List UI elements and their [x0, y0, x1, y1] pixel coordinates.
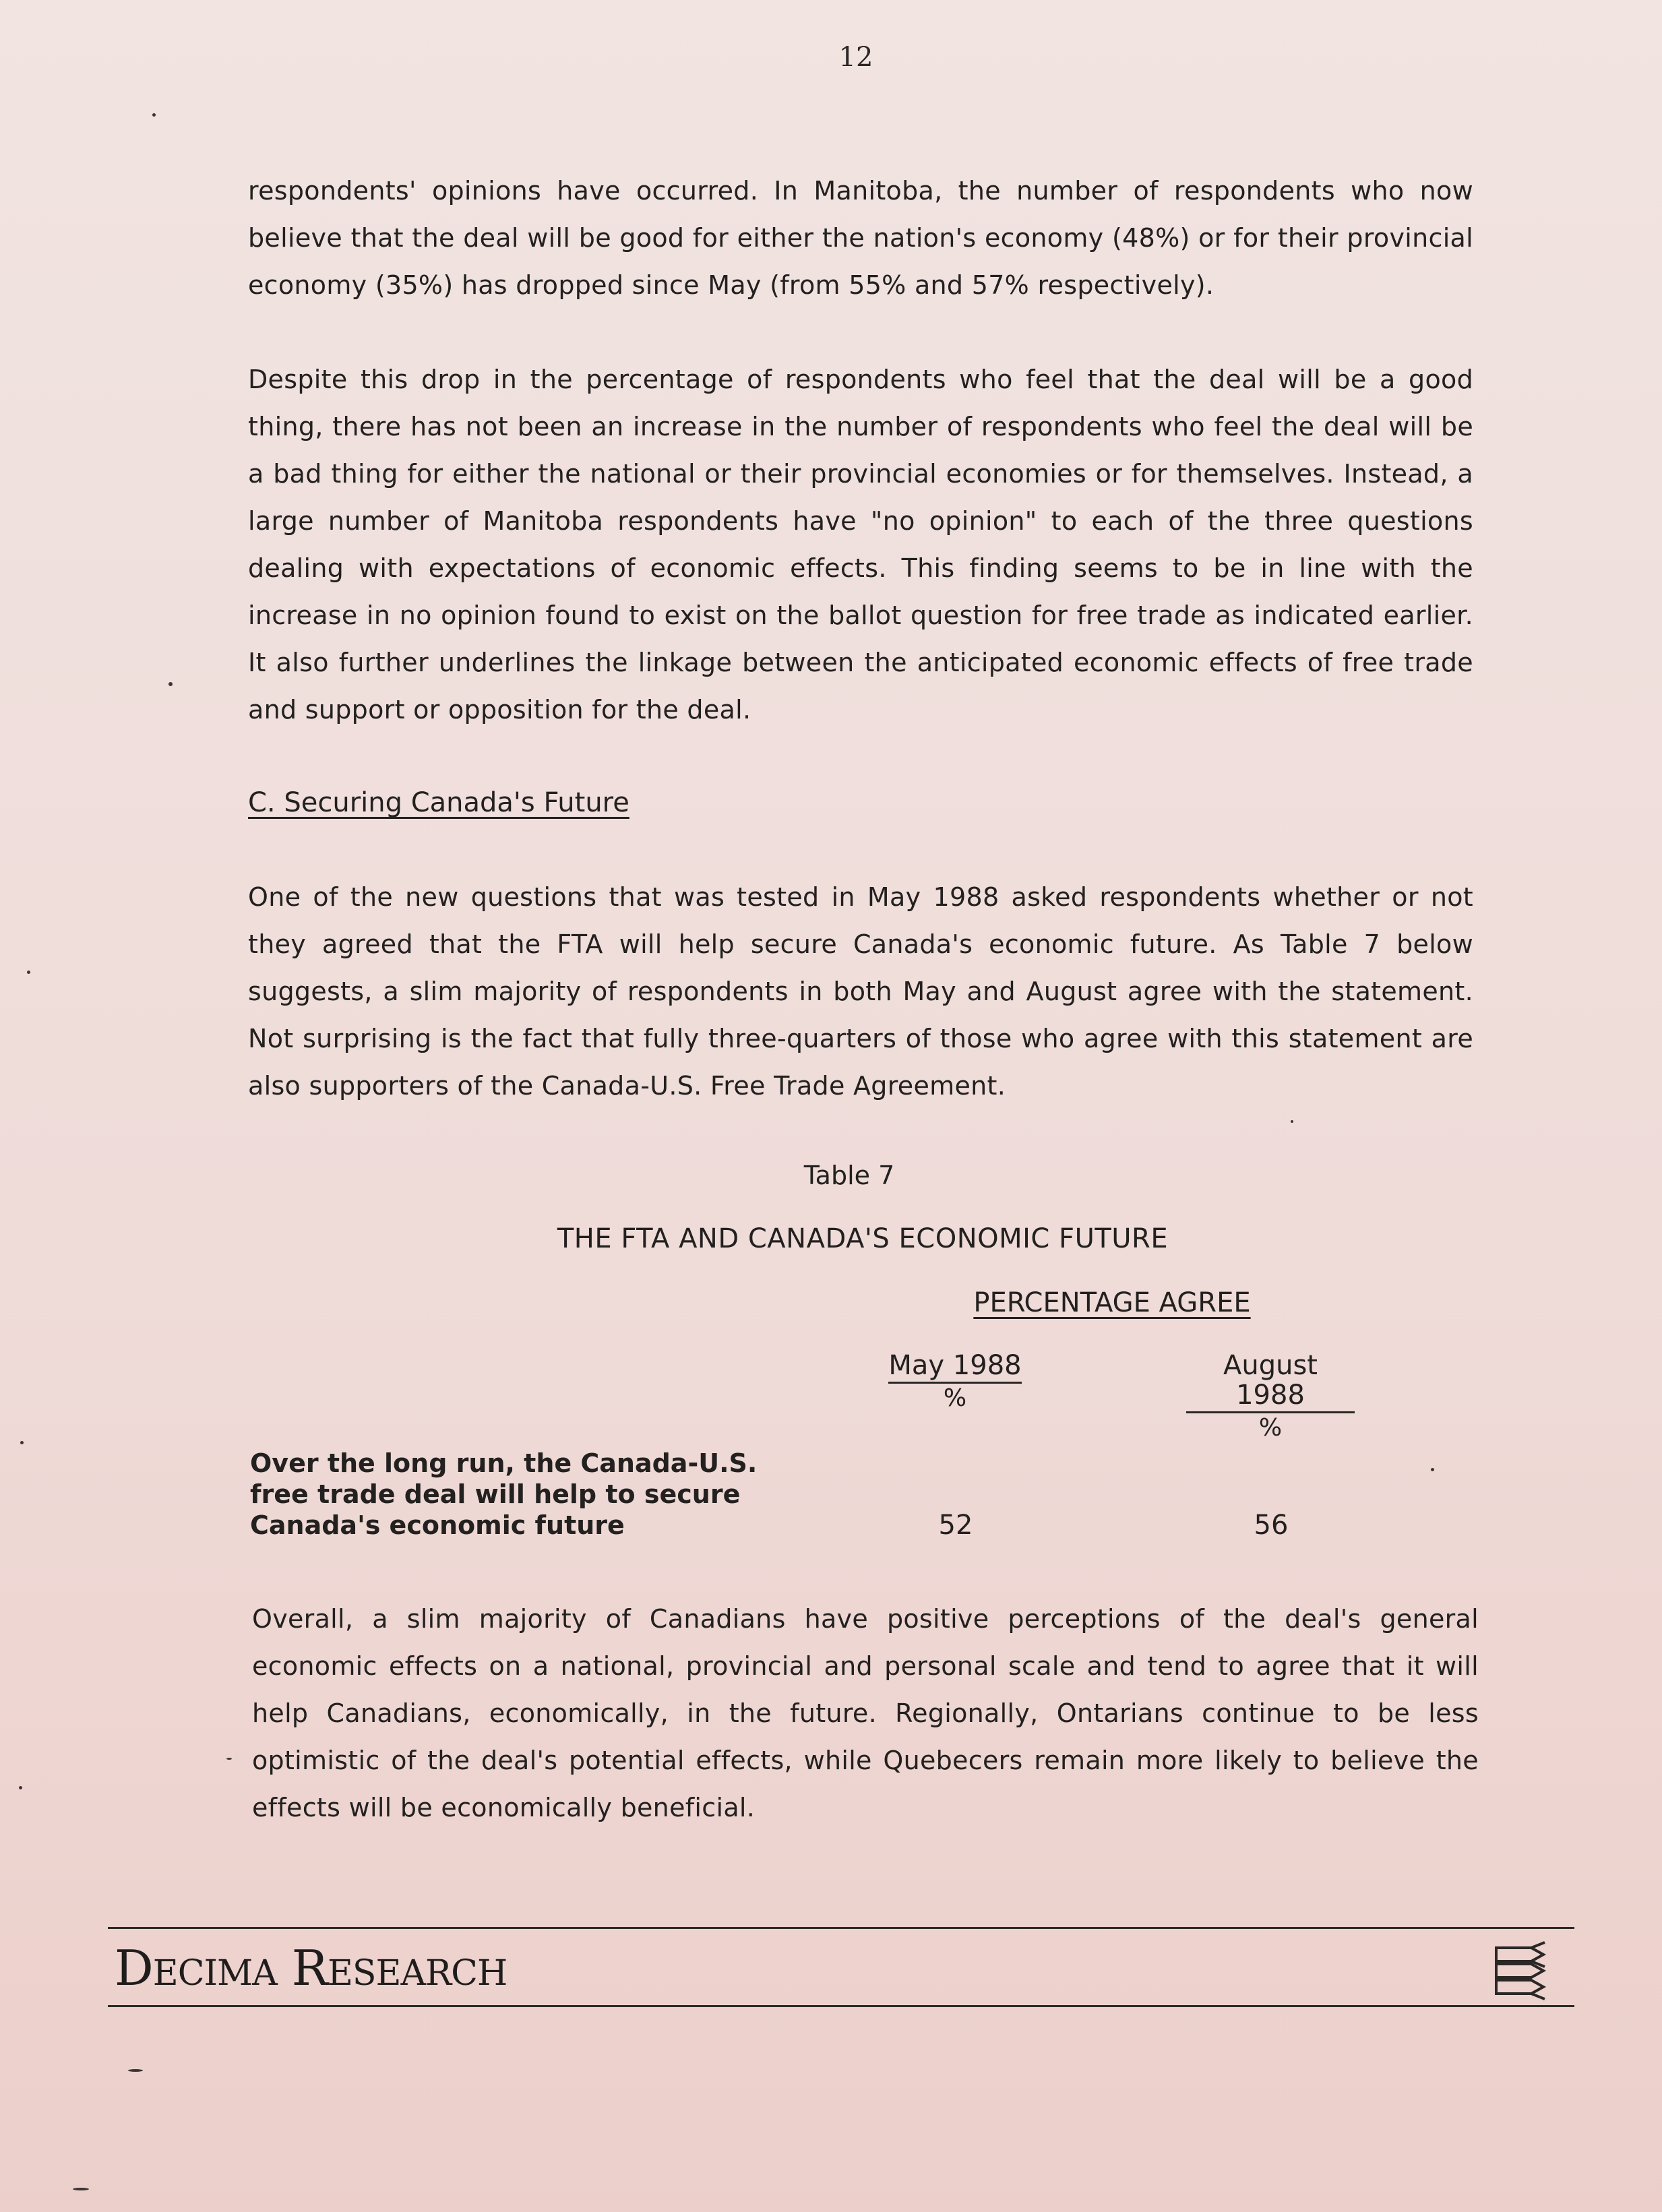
column-heading-label: May 1988 — [888, 1351, 1022, 1384]
scan-speck — [128, 2069, 143, 2072]
row-label-line: free trade deal will help to secure — [250, 1479, 741, 1509]
table-cell-may-value: 52 — [938, 1510, 973, 1541]
scan-speck — [168, 682, 173, 686]
table-label: Table 7 — [803, 1161, 895, 1190]
page-number: 12 — [838, 42, 873, 73]
column-unit-label: % — [943, 1384, 967, 1412]
brand-initial: R — [291, 1940, 328, 1996]
scan-speck — [73, 2188, 89, 2190]
scan-speck — [27, 971, 30, 974]
row-label-line: Over the long run, the Canada-U.S. — [250, 1448, 758, 1478]
table-column-heading-august — [1186, 1351, 1355, 1443]
table-row-label — [250, 1448, 789, 1541]
footer-top-rule — [108, 1927, 1574, 1929]
footer-brand-name — [115, 1941, 507, 2000]
row-label-line: Canada's economic future — [250, 1510, 625, 1540]
scan-speck — [19, 1786, 22, 1789]
body-paragraph: One of the new questions that was tested in May 1988 asked respondents whether or not they agreed that the FTA will help secure Canada's economic future. As Table 7 below suggests, a slim majority of respondents in both May and August agree with the statement. Not surprising is the fact that fully three-quarters of those who agree with this statement are also supporters of the Canada-U.S. Free Trade Agreement. — [248, 882, 1473, 1101]
decima-logo-icon — [1491, 1940, 1558, 2000]
table-title: THE FTA AND CANADA'S ECONOMIC FUTURE — [557, 1223, 1169, 1254]
body-paragraph: Overall, a slim majority of Canadians have positive perceptions of the deal's general economic effects on a national, provincial and personal scale and tend to agree that it will help Canadians, economically, in the future. Regionally, Ontarians continue to be less optimistic of the deal's potential effects, while Quebecers remain more likely to believe the effects will be economically beneficial. — [252, 1604, 1479, 1822]
column-unit-label: % — [1258, 1414, 1283, 1442]
table-cell-august-value: 56 — [1254, 1510, 1289, 1541]
body-paragraph: Despite this drop in the percentage of respondents who feel that the deal will be a good thing, there has not been an increase in the number of respondents who feel the deal will be a bad thing for either the national or their provincial economies or for themselves. Instead, a large number of Manitoba respondents have "no opinion" to each of the three questions dealing with expectations of economic effects. This finding seems to be in line with the increase in no opinion found to exist on the ballot question for free trade as indicated earlier. It also further underlines the linkage between the anticipated economic effects of free trade and support or opposition for the deal. — [248, 365, 1473, 725]
scan-speck — [1291, 1120, 1293, 1123]
scan-speck — [226, 1758, 232, 1760]
scan-speck — [20, 1441, 24, 1444]
brand-initial: D — [115, 1940, 153, 1996]
scan-speck — [1431, 1468, 1434, 1471]
body-paragraph: respondents' opinions have occurred. In Manitoba, the number of respondents who now believe that the deal will be good for either the nation's economy (48%) or for their provincial economy (35%) has dropped since May (from 55% and 57% respectively). — [248, 176, 1473, 300]
scan-speck — [152, 113, 156, 117]
section-heading: C. Securing Canada's Future — [248, 787, 629, 818]
table-column-group-heading: PERCENTAGE AGREE — [973, 1287, 1251, 1318]
brand-word-rest: ESEARCH — [327, 1953, 507, 1994]
brand-word-rest: ECIMA — [152, 1953, 277, 1994]
column-heading-label: August 1988 — [1186, 1351, 1355, 1413]
table-column-heading-may — [888, 1351, 1022, 1413]
footer-bottom-rule — [108, 2005, 1574, 2007]
